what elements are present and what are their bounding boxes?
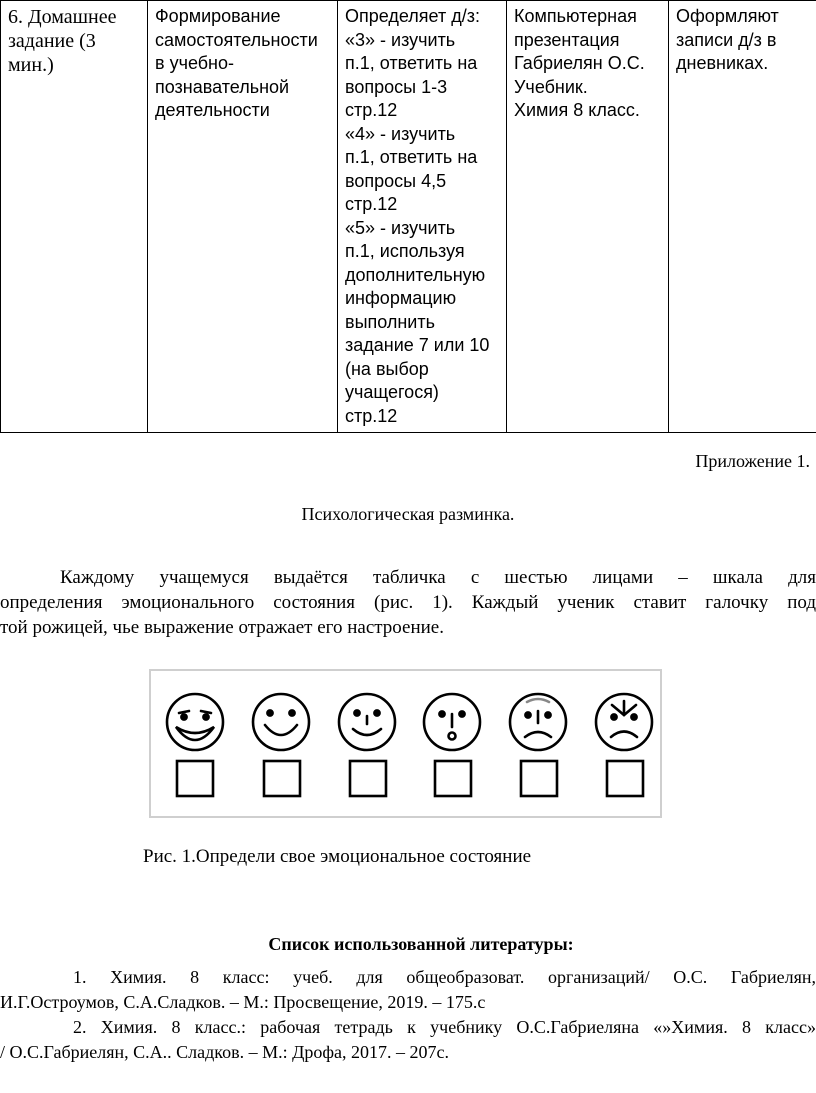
checkbox-square[interactable]: [264, 761, 300, 796]
cell-line: учащегося): [345, 382, 439, 402]
cell-line: стр.12: [345, 405, 398, 426]
cell-line: информацию: [345, 288, 457, 308]
cell-line: самостоятельности: [155, 29, 318, 50]
literature-line: И.Г.Остроумов, С.А.Сладков. – М.: Просвещение, 2019. – 175.с: [0, 992, 486, 1012]
cell-line: п.1, ответить на: [345, 147, 478, 167]
smile-face-icon: [339, 694, 395, 750]
literature-line: / О.С.Габриелян, С.А.. Сладков. – М.: Дрофа, 2017. – 207с.: [0, 1042, 450, 1062]
paragraph-line: определения эмоционального состояния (рис. 1). Каждый ученик ставит галочку под: [0, 592, 816, 613]
cell-line: Оформляют: [676, 6, 779, 26]
table-row: [1, 1, 816, 433]
cell-line: «5» - изучить: [345, 217, 456, 238]
cell-line: Химия 8 класс.: [514, 100, 640, 120]
literature-title: Список использованной литературы:: [268, 934, 574, 954]
sad-face-icon: [510, 694, 566, 750]
lesson-plan-table: [0, 0, 816, 433]
paragraph: [0, 565, 816, 640]
cell-line: записи д/з в: [676, 29, 777, 50]
section-title: Психологическая разминка.: [301, 504, 515, 524]
checkbox-square[interactable]: [350, 761, 386, 796]
figure-caption: Рис. 1.Определи свое эмоциональное состояние: [143, 846, 532, 867]
student-activity-cell: [669, 1, 816, 433]
literature-line: 2. Химия. 8 класс.: рабочая тетрадь к учебнику О.С.Габриеляна «»Химия. 8 класс»: [73, 1017, 816, 1037]
paragraph-line: той рожицей, чье выражение отражает его настроение.: [0, 617, 444, 638]
cell-line: презентация: [514, 29, 620, 50]
cell-line: познавательной: [155, 76, 290, 97]
cell-line: мин.): [8, 54, 54, 76]
laughing-face-icon: [167, 694, 223, 750]
cell-line: выполнить: [345, 311, 435, 332]
literature-list: [0, 965, 816, 1065]
cell-line: вопросы 4,5: [345, 170, 447, 191]
emotion-scale-figure: [149, 669, 662, 818]
big-smile-face-icon: [253, 694, 309, 750]
paragraph-line: Каждому учащемуся выдаётся табличка с шестью лицами – шкала для: [60, 567, 816, 588]
angry-face-icon: [596, 694, 652, 750]
cell-line: стр.12: [345, 100, 398, 120]
cell-line: в учебно-: [155, 53, 235, 73]
goal-cell: [148, 1, 338, 433]
appendix-label: Приложение 1.: [695, 451, 810, 471]
cell-line: деятельности: [155, 100, 270, 120]
cell-line: стр.12: [345, 194, 398, 214]
cell-line: Компьютерная: [514, 6, 637, 26]
cell-line: задание (3: [8, 30, 96, 52]
cell-line: п.1, ответить на: [345, 53, 478, 73]
cell-line: Определяет д/з:: [345, 6, 480, 26]
cell-line: 6. Домашнее: [8, 6, 117, 28]
cell-line: дневниках.: [676, 53, 769, 73]
cell-line: Формирование: [155, 6, 281, 26]
cell-line: дополнительную: [345, 264, 486, 285]
cell-line: Учебник.: [514, 76, 588, 97]
cell-line: вопросы 1-3: [345, 76, 448, 97]
checkbox-square[interactable]: [177, 761, 213, 796]
cell-line: п.1, используя: [345, 241, 465, 261]
resources-cell: [507, 1, 669, 433]
stage-cell: [1, 1, 148, 433]
cell-line: «3» - изучить: [345, 29, 456, 50]
checkbox-square[interactable]: [521, 761, 557, 796]
cell-line: (на выбор: [345, 358, 429, 379]
cell-line: задание 7 или 10: [345, 335, 490, 355]
literature-line: 1. Химия. 8 класс: учеб. для общеобразоват. организаций/ О.С. Габриелян,: [73, 967, 816, 987]
surprised-face-icon: [424, 694, 480, 750]
checkbox-square[interactable]: [435, 761, 471, 796]
cell-line: «4» - изучить: [345, 123, 456, 144]
cell-line: Габриелян О.С.: [514, 53, 645, 73]
teacher-activity-cell: [338, 1, 507, 433]
checkbox-square[interactable]: [607, 761, 643, 796]
